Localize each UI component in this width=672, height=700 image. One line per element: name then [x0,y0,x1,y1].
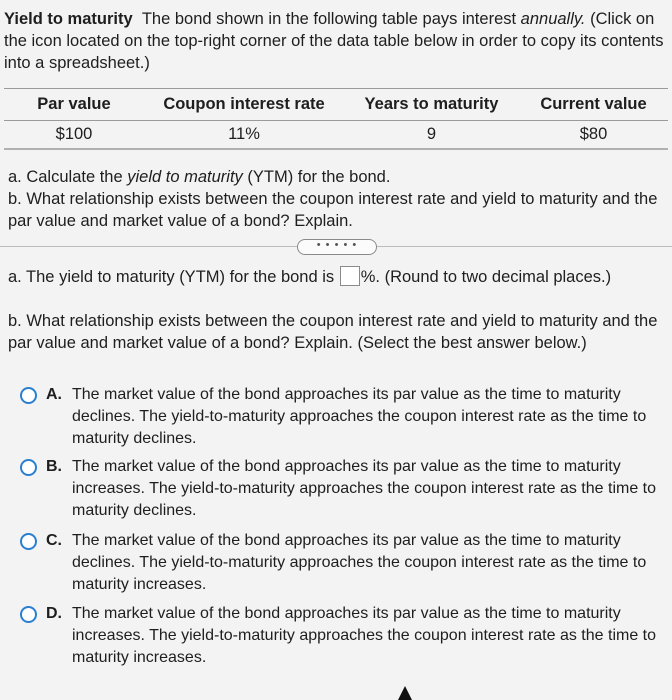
col-coupon-rate: Coupon interest rate [144,89,344,121]
option-a-text: The market value of the bond approaches its par value as the time to maturity declines. The yield-to-maturity approaches the coupon interest rate as the time to maturity declines. [72,386,647,447]
part-b-prompt: b. What relationship exists between the coupon interest rate and yield to maturity and the par value and market value of a bond? Explain. (Select the best answer below.) [8,312,658,352]
col-years-to-maturity: Years to maturity [344,89,519,121]
question-b: b. What relationship exists between the coupon interest rate and yield to maturity and the par value and market value of a bond? Explain. [8,190,658,230]
col-par-value: Par value [4,89,144,121]
option-c[interactable] [14,530,664,596]
table-header-row [4,89,668,121]
cell-coupon-rate: 11% [144,121,344,149]
option-d[interactable] [14,603,664,669]
option-b-letter: B. [46,458,62,475]
radio-b-icon[interactable] [20,459,37,476]
option-d-letter: D. [46,605,62,622]
radio-a-icon[interactable] [20,387,37,404]
problem-instructions: (Click on the icon located on the top-right corner of the data table below in order to copy its contents into a spreadsheet.) [4,10,664,72]
cell-current-value: $80 [519,121,668,149]
radio-d-icon[interactable] [20,606,37,623]
bond-data-table [4,88,668,150]
cell-years-to-maturity: 9 [344,121,519,149]
problem-intro: The bond shown in the following table pays interest [141,10,521,28]
problem-topic: Yield to maturity [4,10,133,28]
ytm-answer-input[interactable] [340,266,360,286]
problem-intro-italic: annually. [520,10,586,28]
option-b-text: The market value of the bond approaches its par value as the time to maturity increases. The yield-to-maturity approaches the coupon interest rate as the time to maturity declines. [72,458,657,519]
col-current-value: Current value [519,89,668,121]
option-b[interactable] [14,456,664,522]
option-c-letter: C. [46,532,62,549]
question-a-italic: yield to maturity [127,168,243,186]
radio-c-icon[interactable] [20,533,37,550]
option-a-letter: A. [46,386,62,403]
option-a[interactable] [14,384,664,450]
mouse-cursor-icon [398,686,412,700]
option-d-text: The market value of the bond approaches its par value as the time to maturity increases. The yield-to-maturity approaches the coupon interest rate as the time to maturity increases. [72,605,657,666]
table-row [4,121,668,149]
problem-statement [4,8,668,74]
part-a-answer-line: a. The yield to maturity (YTM) for the bond is %. (Round to two decimal places.) [8,268,612,286]
expand-toggle-button[interactable]: • • • • • [297,239,377,255]
option-c-text: The market value of the bond approaches its par value as the time to maturity declines. The yield-to-maturity approaches the coupon interest rate as the time to maturity increases. [72,532,647,593]
cell-par-value: $100 [4,121,144,149]
question-a: a. Calculate the yield to maturity (YTM) for the bond. [8,168,391,186]
